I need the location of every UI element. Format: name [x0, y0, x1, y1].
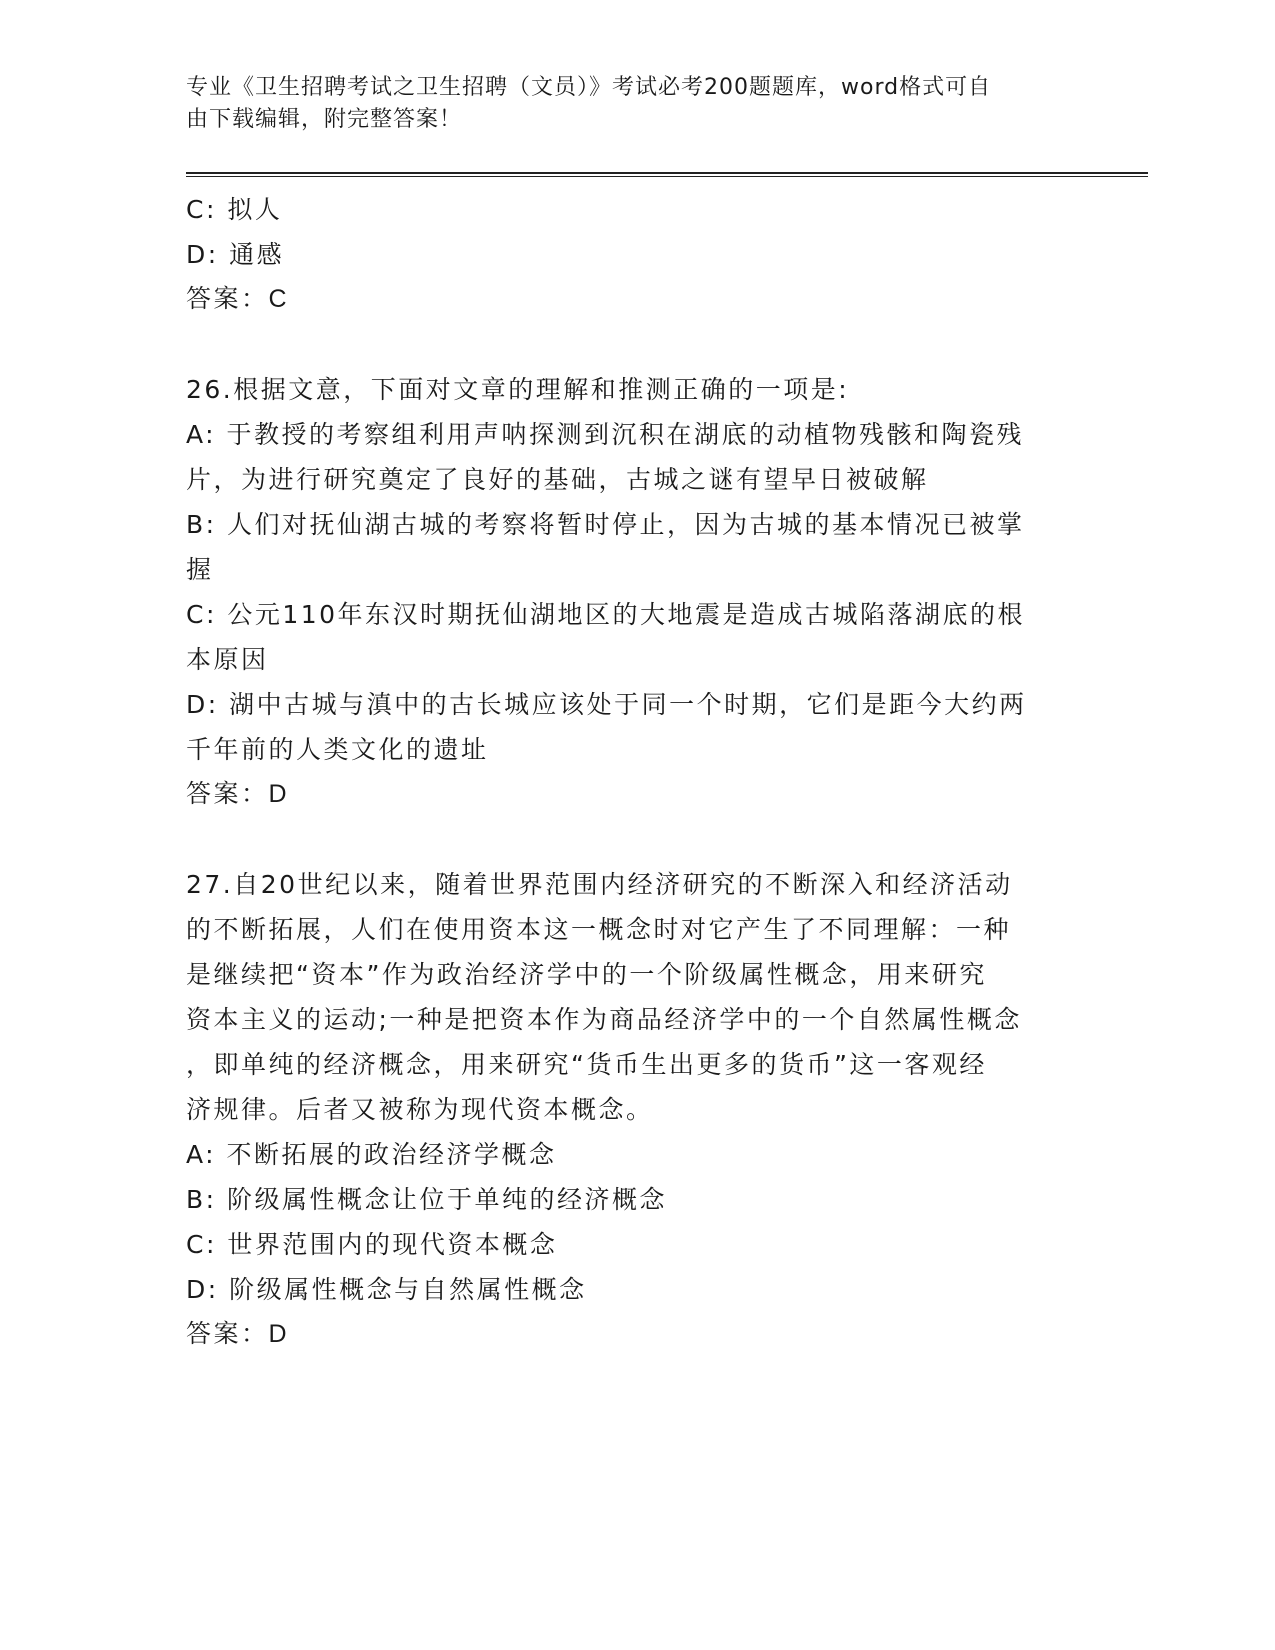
- document-page: [186, 72, 1082, 1357]
- option-b: B: 阶级属性概念让位于单纯的经济概念: [186, 1185, 668, 1214]
- question-26: [186, 367, 1082, 817]
- option-d: D: 阶级属性概念与自然属性概念: [186, 1275, 587, 1304]
- question-stem-line: 是继续把“资本”作为政治经济学中的一个阶级属性概念，用来研究: [186, 960, 987, 989]
- header-divider: [186, 172, 1148, 177]
- option-a-line: 片，为进行研究奠定了良好的基础，古城之谜有望早日被破解: [186, 465, 929, 494]
- question-stem-line: 济规律。后者又被称为现代资本概念。: [186, 1095, 654, 1124]
- option-d-line: 千年前的人类文化的遗址: [186, 735, 489, 764]
- option-d: D: 通感: [186, 240, 285, 269]
- option-b-line: 握: [186, 555, 214, 584]
- option-a-line: A: 于教授的考察组利用声呐探测到沉积在湖底的动植物残骸和陶瓷残: [186, 420, 1025, 449]
- option-b-line: B: 人们对抚仙湖古城的考察将暂时停止，因为古城的基本情况已被掌: [186, 510, 1025, 539]
- question-stem-line: 27.自20世纪以来，随着世界范围内经济研究的不断深入和经济活动: [186, 870, 1013, 899]
- option-c-line: C: 公元110年东汉时期抚仙湖地区的大地震是造成古城陷落湖底的根: [186, 600, 1026, 629]
- question-stem-line: 资本主义的运动;一种是把资本作为商品经济学中的一个自然属性概念: [186, 1005, 1022, 1034]
- option-c: C: 拟人: [186, 195, 283, 224]
- header-line: 由下载编辑，附完整答案！: [186, 107, 463, 132]
- question-stem-line: ，即单纯的经济概念，用来研究“货币生出更多的货币”这一客观经: [186, 1050, 987, 1079]
- option-c-line: 本原因: [186, 645, 269, 674]
- answer: 答案：D: [186, 780, 290, 808]
- spacer: [186, 817, 1082, 862]
- option-d-line: D: 湖中古城与滇中的古长城应该处于同一个时期，它们是距今大约两: [186, 690, 1027, 719]
- option-a: A: 不断拓展的政治经济学概念: [186, 1140, 557, 1169]
- answer: 答案：D: [186, 1320, 290, 1348]
- question-stem: 26.根据文意，下面对文章的理解和推测正确的一项是:: [186, 375, 850, 404]
- document-body: [186, 187, 1082, 1357]
- header-line: 专业《卫生招聘考试之卫生招聘（文员）》考试必考200题题库，word格式可自: [186, 75, 992, 100]
- question-27: [186, 862, 1082, 1357]
- option-c: C: 世界范围内的现代资本概念: [186, 1230, 558, 1259]
- question-stem-line: 的不断拓展，人们在使用资本这一概念时对它产生了不同理解：一种: [186, 915, 1012, 944]
- document-header: [186, 72, 1046, 136]
- spacer: [186, 322, 1082, 367]
- answer: 答案：C: [186, 285, 290, 313]
- prev-question: [186, 187, 1082, 322]
